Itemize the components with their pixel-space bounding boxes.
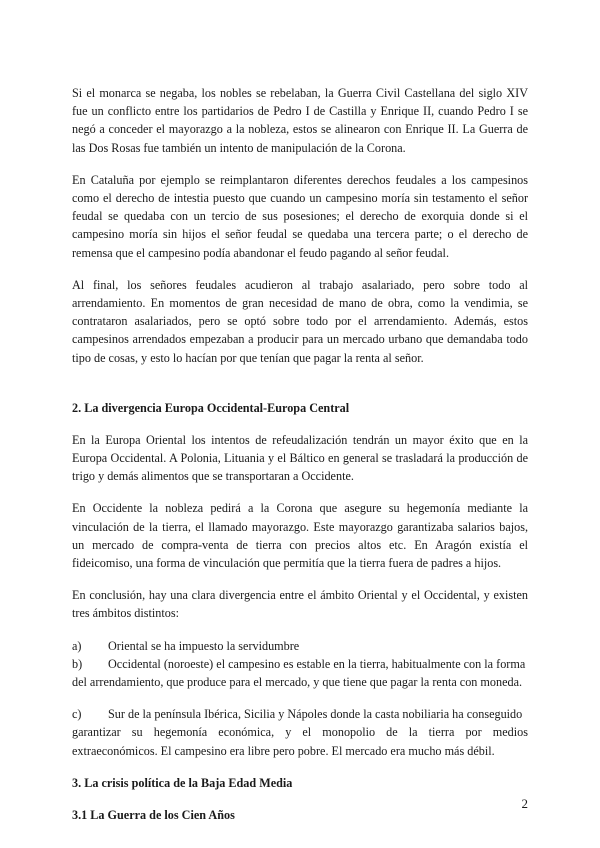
paragraph-conclusion: En conclusión, hay una clara divergencia entre el ámbito Oriental y el Occidental, y existen tres ámbitos distintos: [72,588,528,621]
list-text-b: Occidental (noroeste) el campesino es estable en la tierra, habitualmente con la forma [108,656,526,671]
paragraph-cataluna-feudal-rights: En Cataluña por ejemplo se reimplantaron diferentes derechos feudales a los campesinos como el derecho de intestia puesto que cuando un campesino moría sin testamento el señor feudal se quedaba con un tercio de sus posesiones; el derecho de exorquia donde si el campesino moría sin hijos el señor feudal se quedaba una tercera parte; o el derecho de remensa que el campesino podía abandonar el feudo pagando al señor feudal. [72,172,528,260]
list-text-c: Sur de la península Ibérica, Sicilia y Nápoles donde la casta nobiliaria ha conseguido [108,707,523,722]
paragraph-eastern-europe: En la Europa Oriental los intentos de refeudalización tendrán un mayor éxito que en la Europa Occidental. A Polonia, Lituania y el Báltico en general se trasladará la producción de trigo y demás alimentos que se transportaran a Occidente. [72,432,528,484]
list-marker-c: c) [72,707,82,722]
list-item-c [72,705,528,723]
list-item-b [72,655,528,673]
paragraph-western-europe: En Occidente la nobleza pedirá a la Corona que asegure su hegemonía mediante la vinculación de la tierra, el llamado mayorazgo. Este mayorazgo garantizaba salarios bajos, un mercado de compra-venta de tierra con precios altos etc. En Aragón existía el fideicomiso, una forma de vinculación que permitía que la tierra fuera de padres a hijos. [72,501,528,571]
list-marker-b: b) [72,656,83,671]
section-heading-2: 2. La divergencia Europa Occidental-Europa Central [72,400,350,415]
list-marker-a: a) [72,638,82,653]
subsection-heading-3-1: 3.1 La Guerra de los Cien Años [72,807,235,822]
list-text-a: Oriental se ha impuesto la servidumbre [108,638,300,653]
list-text-c-continued: garantizar su hegemonía económica, y el monopolio de la tierra por medios extraeconómicos. El campesino era libre pero pobre. El mercado era mucho más débil. [72,725,528,758]
paragraph-monarch-nobles: Si el monarca se negaba, los nobles se rebelaban, la Guerra Civil Castellana del siglo XIV fue un conflicto entre los partidarios de Pedro I de Castilla y Enrique II, cuando Pedro I se negó a conceder el mayorazgo a la nobleza, estos se alinearon con Enrique II. La Guerra de las Dos Rosas fue también un intento de manipulación de la Corona. [72,86,528,155]
paragraph-wage-labor-leasing: Al final, los señores feudales acudieron al trabajo asalariado, pero sobre todo al arrendamiento. En momentos de gran necesidad de mano de obra, como la vendimia, se contrataron asalariados, pero se optó sobre todo por el arrendamiento. Además, estos campesinos arrendados empezaban a producir para un mercado urbano que demandaba todo tipo de cosas, y esto lo hacían por que tenían que pagar la renta al señor. [72,277,528,365]
section-heading-3: 3. La crisis política de la Baja Edad Media [72,775,293,790]
list-text-b-continued: del arrendamiento, que produce para el mercado, y que tiene que pagar la renta con moneda. [72,675,523,690]
page-number: 2 [521,796,528,811]
document-page [72,84,528,824]
list-three-areas [72,637,528,760]
list-item-a [72,637,528,655]
